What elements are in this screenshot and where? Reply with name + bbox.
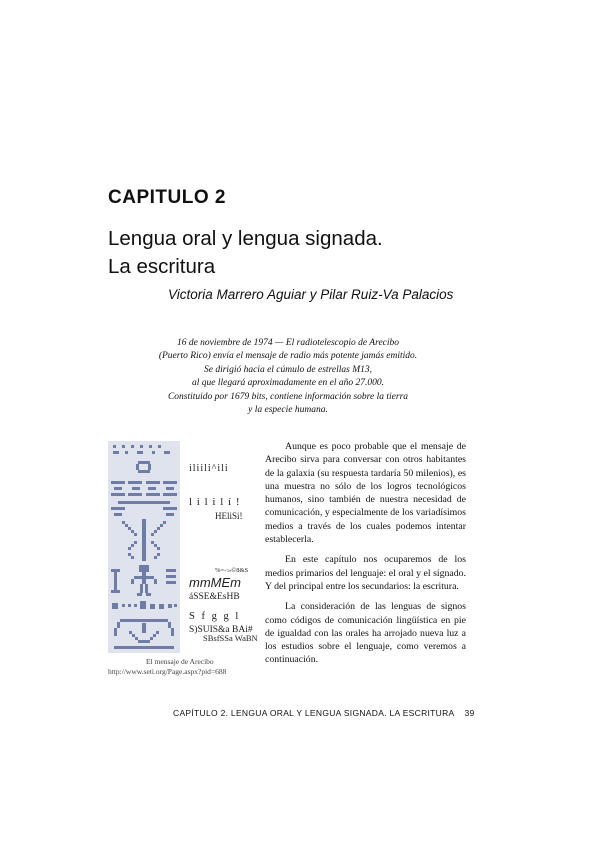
running-head: CAPÍTULO 2. LENGUA ORAL Y LENGUA SIGNADA. LA ESCRITURA (173, 708, 455, 718)
chapter-title-line-2: La escritura (108, 255, 216, 278)
epigraph-line: (Puerto Rico) envía el mensaje de radio más potente jamás emitido. (158, 351, 418, 362)
ocr-artifact: SBsfSSa WaBN (203, 633, 258, 643)
ocr-artifact: %=-:»©8&S (215, 567, 249, 574)
ocr-artifact: S f g g l (189, 611, 241, 622)
epigraph (108, 337, 468, 417)
epigraph-line: al que llegará aproximadamente en el año 27.000. (192, 378, 384, 389)
body-paragraph: En este capítulo nos ocuparemos de los medios primarios del lenguaje: el oral y el signado. Y del principal entre los secundarios: la escritura. (265, 554, 466, 592)
epigraph-line: 16 de noviembre de 1974 — El radiotelescopio de Arecibo (176, 338, 400, 348)
body-paragraph: La consideración de las lenguas de signos como códigos de comunicación lingüística en pie de igualdad con las orales ha arrojado nueva luz a los estudios sobre el lenguaje, como veremos a continuación. (265, 601, 466, 666)
ocr-artifact: iliili^ili (189, 463, 229, 474)
epigraph-line: y la especie humana. (248, 405, 328, 416)
page-number: 39 (464, 708, 475, 718)
ocr-artifact: áSSE&EsHB (189, 592, 240, 602)
epigraph-line: Constituido por 1679 bits, contiene información sobre la tierra (167, 391, 409, 402)
body-paragraph: Aunque es poco probable que el mensaje de Arecibo sirva para conversar con otros habitantes de la galaxia (su respuesta tardaría 50 milenios), es una muestra no sólo de los logros tecnológicos humanos, sino también de nuestra necesidad de comunicación, y especialmente de los variadísimos medios a través de los cuales podemos intentar establecerla. (265, 441, 466, 546)
figure-caption-url: http://www.seti.org/Page.aspx?pid=688 (108, 667, 227, 676)
figure-caption-title: El mensaje de Arecibo (146, 657, 214, 666)
chapter-title-line-1: Lengua oral y lengua signada. (108, 227, 383, 250)
chapter-title (108, 225, 383, 281)
ocr-artifact: HEliSi! (215, 511, 243, 521)
authors: Victoria Marrero Aguiar y Pilar Ruiz-Va Palacios (168, 287, 454, 302)
chapter-heading: CAPITULO 2 (108, 187, 226, 208)
ocr-artifact: S)SUIS&a BAi# (189, 625, 253, 635)
ocr-artifact: l i l i l í ! (189, 496, 241, 508)
arecibo-message-image (108, 441, 180, 653)
epigraph-line: Se dirigió hacia el cúmulo de estrellas M13, (204, 364, 372, 375)
ocr-artifact: mmMEm (189, 575, 241, 590)
running-footer (173, 708, 475, 718)
body-text (265, 440, 466, 674)
